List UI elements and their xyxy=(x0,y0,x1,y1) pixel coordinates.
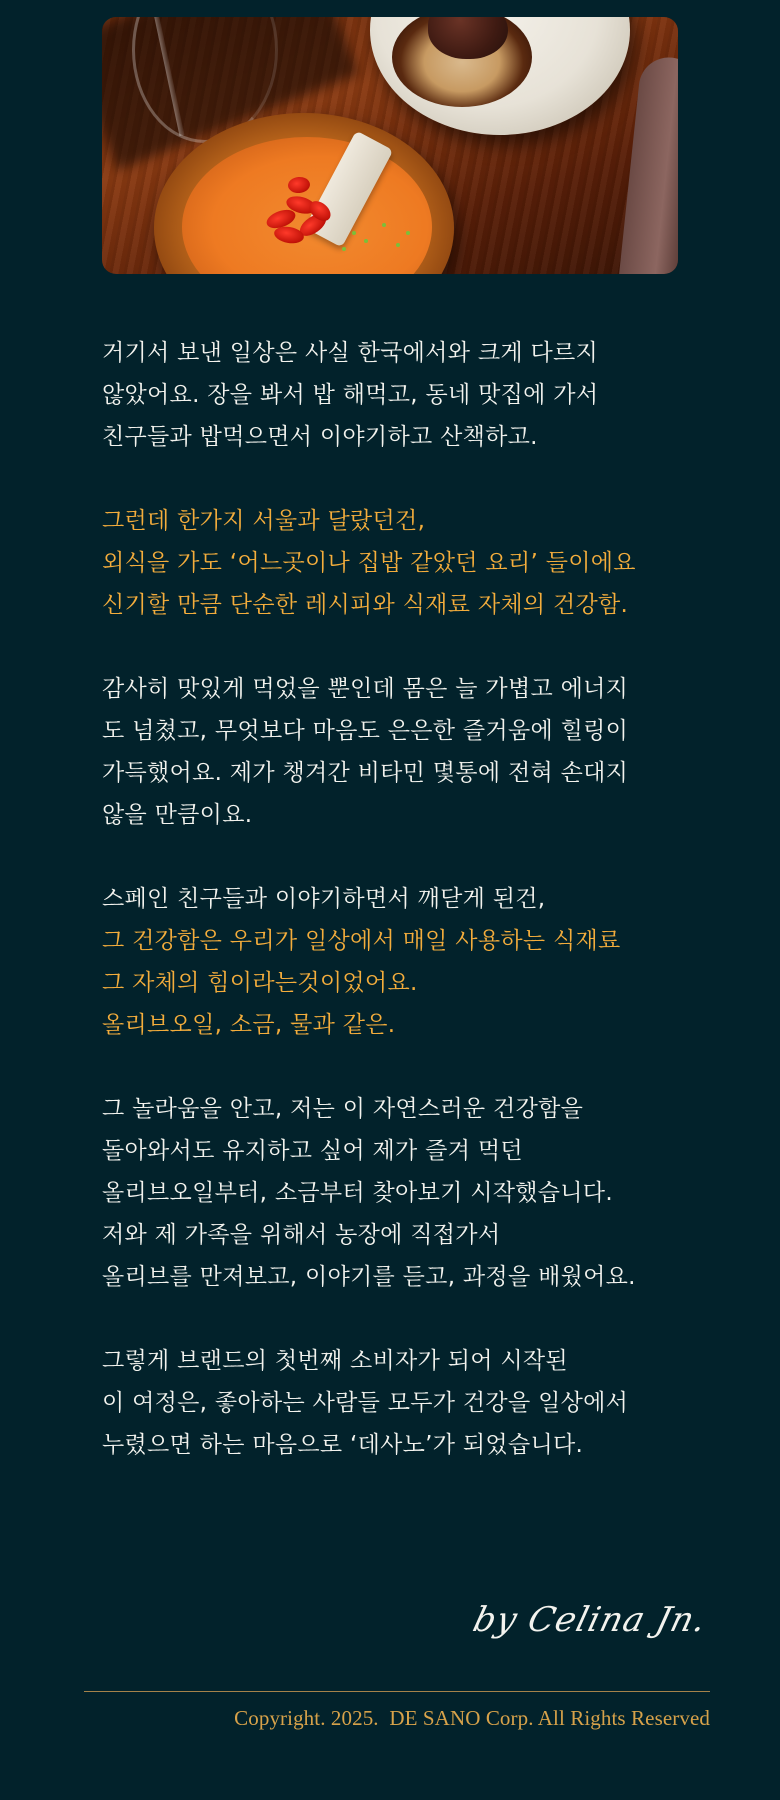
herb-garnish xyxy=(396,243,400,247)
story-line: 그 놀라움을 안고, 저는 이 자연스러운 건강함을 xyxy=(102,1096,584,1122)
story-paragraph xyxy=(102,1340,742,1466)
story-line: 저와 제 가족을 위해서 농장에 직접가서 xyxy=(102,1222,501,1248)
story-line: 이 여정은, 좋아하는 사람들 모두가 건강을 일상에서 xyxy=(102,1390,629,1416)
story-paragraph xyxy=(102,878,742,1046)
story-text xyxy=(102,332,742,1508)
story-line: 않을 만큼이요. xyxy=(102,802,253,828)
story-paragraph xyxy=(102,668,742,836)
story-line: 그렇게 브랜드의 첫번째 소비자가 되어 시작된 xyxy=(102,1348,568,1374)
story-paragraph xyxy=(102,500,742,626)
story-line: 누렸으면 하는 마음으로 ‘데사노’가 되었습니다. xyxy=(102,1432,584,1458)
story-paragraph xyxy=(102,1088,742,1298)
story-paragraph xyxy=(102,332,742,458)
story-line: 올리브를 만져보고, 이야기를 듣고, 과정을 배웠어요. xyxy=(102,1264,636,1290)
knife-handle xyxy=(618,54,678,274)
copyright-text: Copyright. 2025. DE SANO Corp. All Rights Reserved xyxy=(234,1706,710,1730)
herb-garnish xyxy=(364,239,368,243)
herb-garnish xyxy=(342,247,346,251)
story-line: 도 넘쳤고, 무엇보다 마음도 은은한 즐거움에 힐링이 xyxy=(102,718,629,744)
highlight-line: 외식을 가도 ‘어느곳이나 집밥 같았던 요리’ 들이에요 xyxy=(102,550,636,576)
story-line: 스페인 친구들과 이야기하면서 깨닫게 된건, xyxy=(102,886,546,912)
highlight-line: 올리브오일, 소금, 물과 같은. xyxy=(102,1012,396,1038)
hero-food-photo xyxy=(102,17,678,274)
herb-garnish xyxy=(352,231,356,235)
story-line: 감사히 맛있게 먹었을 뿐인데 몸은 늘 가볍고 에너지 xyxy=(102,676,629,702)
story-line: 올리브오일부터, 소금부터 찾아보기 시작했습니다. xyxy=(102,1180,613,1206)
story-line: 친구들과 밥먹으면서 이야기하고 산책하고. xyxy=(102,424,538,450)
highlight-line: 그런데 한가지 서울과 달랐던건, xyxy=(102,508,426,534)
highlight-line: 그 자체의 힘이라는것이었어요. xyxy=(102,970,418,996)
footer-divider xyxy=(84,1691,710,1692)
highlight-line: 그 건강함은 우리가 일상에서 매일 사용하는 식재료 xyxy=(102,928,621,954)
story-line: 거기서 보낸 일상은 사실 한국에서와 크게 다르지 xyxy=(102,340,599,366)
story-line: 않았어요. 장을 봐서 밥 해먹고, 동네 맛집에 가서 xyxy=(102,382,599,408)
story-line: 가득했어요. 제가 챙겨간 비타민 몇통에 전혀 손대지 xyxy=(102,760,629,786)
signature: by Celina Jn. xyxy=(469,1600,711,1640)
story-line: 돌아와서도 유지하고 싶어 제가 즐겨 먹던 xyxy=(102,1138,523,1164)
herb-garnish xyxy=(382,223,386,227)
highlight-line: 신기할 만큼 단순한 레시피와 식재료 자체의 건강함. xyxy=(102,592,629,618)
herb-garnish xyxy=(406,231,410,235)
